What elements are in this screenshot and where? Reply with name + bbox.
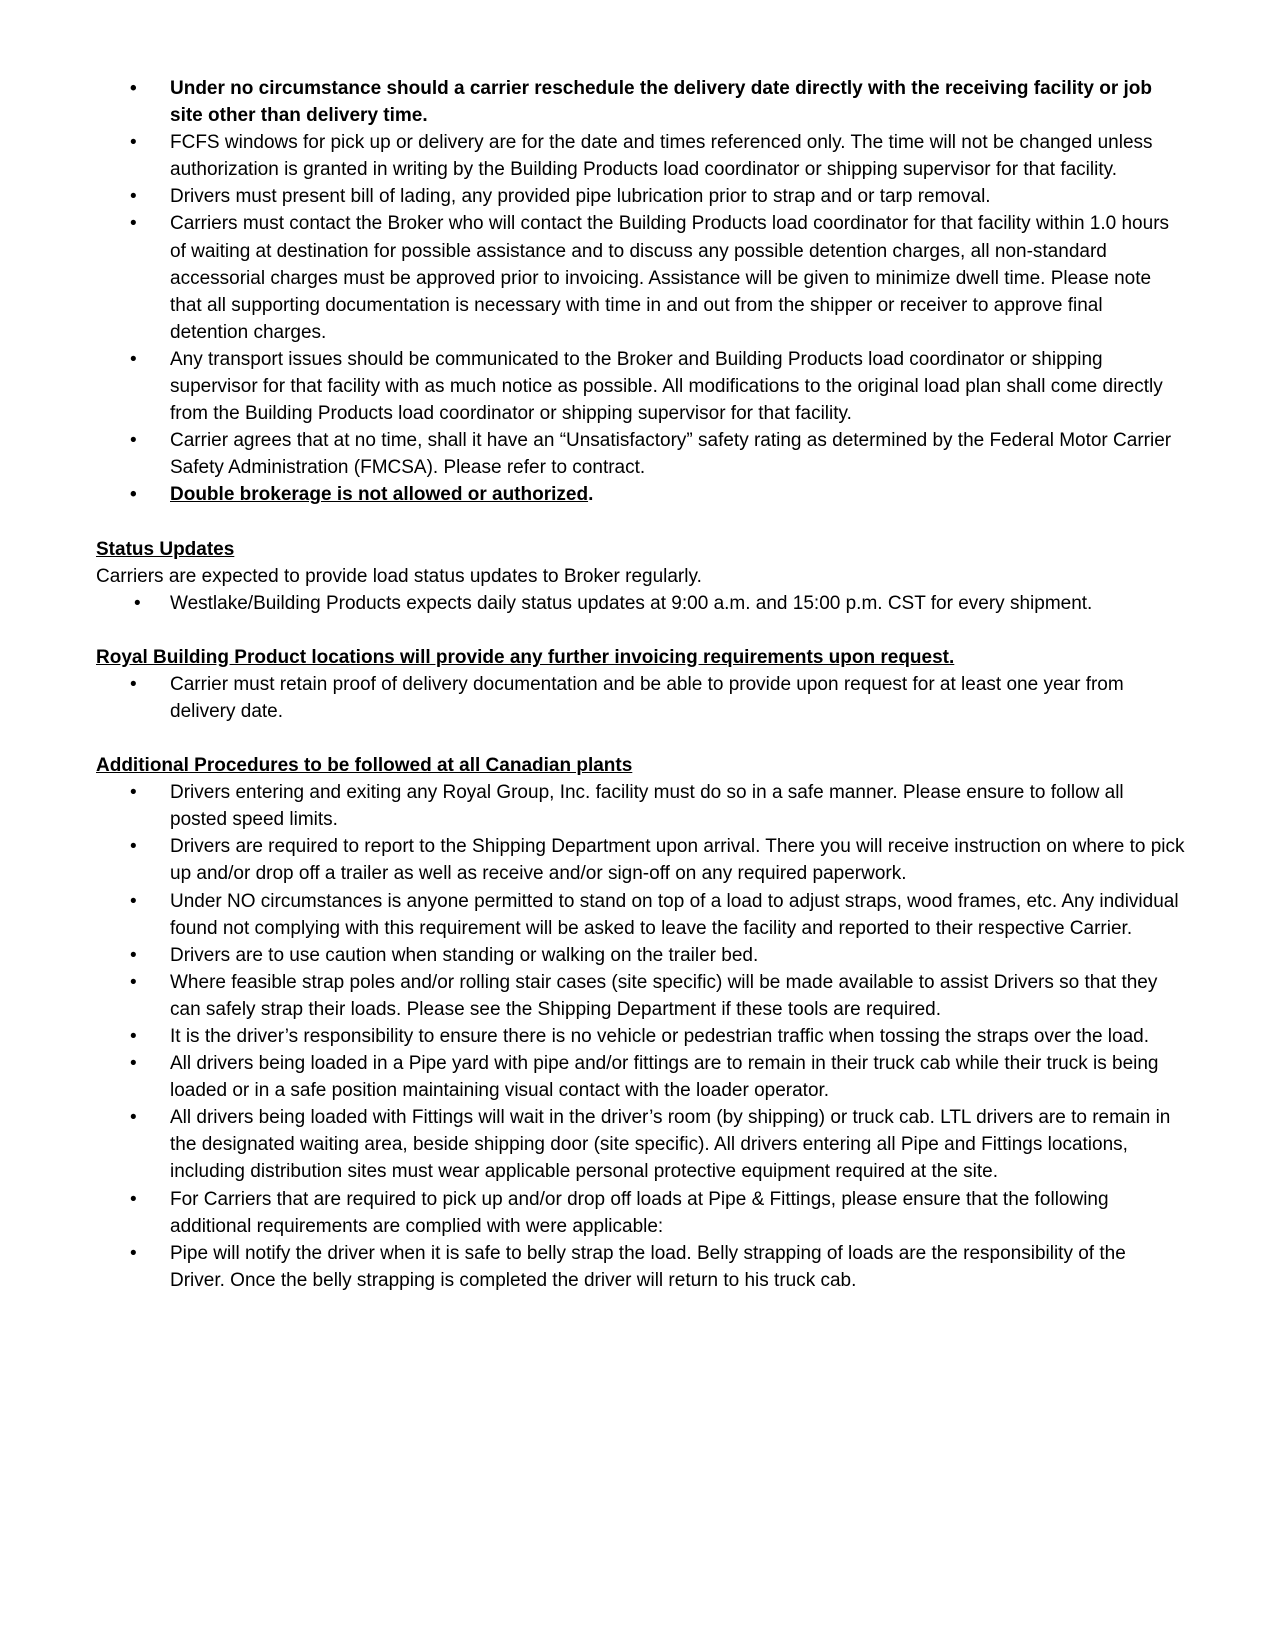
list-item <box>96 1023 1185 1050</box>
list-item <box>96 481 1185 508</box>
section-intro: Carriers are expected to provide load status updates to Broker regularly. <box>96 565 702 587</box>
list-item-text: Pipe will notify the driver when it is safe to belly strap the load. Belly strapping of loads are the responsibility of the Driver. Once the belly strapping is completed the driver will return to his truck cab. <box>170 1242 1126 1291</box>
list-item-text: Drivers must present bill of lading, any provided pipe lubrication prior to strap and or tarp removal. <box>170 186 991 208</box>
section-heading: Additional Procedures to be followed at all Canadian plants <box>96 755 633 777</box>
list-item <box>96 888 1185 942</box>
list-item <box>96 1050 1185 1104</box>
requirements-list <box>96 75 1185 509</box>
list-item <box>96 942 1185 969</box>
status-updates-list <box>96 590 1185 617</box>
list-item <box>96 779 1185 833</box>
section-heading: Royal Building Product locations will provide any further invoicing requirements upon request. <box>96 646 955 668</box>
section-heading: Status Updates <box>96 538 235 560</box>
list-item <box>96 1104 1185 1185</box>
list-item <box>96 1186 1185 1240</box>
list-item-text: FCFS windows for pick up or delivery are for the date and times referenced only. The time will not be changed unless authorization is granted in writing by the Building Products load coordinator or shipping supervisor for that facility. <box>170 132 1153 181</box>
list-item-period: . <box>588 484 594 506</box>
list-item-text: Carriers must contact the Broker who will contact the Building Products load coordinator for that facility within 1.0 hours of waiting at destination for possible assistance and to discuss any possible detention charges, all non-standard accessorial charges must be approved prior to invoicing. Assistance will be given to minimize dwell time. Please note that all supporting documentation is necessary with time in and out from the shipper or receiver to approve final detention charges. <box>170 213 1170 343</box>
list-item-text: All drivers being loaded with Fittings will wait in the driver’s room (by shipping) or truck cab. LTL drivers are to remain in the designated waiting area, beside shipping door (site specific). All drivers entering all Pipe and Fittings locations, including distribution sites must wear applicable personal protective equipment required at the site. <box>170 1107 1171 1183</box>
list-item <box>96 183 1185 210</box>
list-item-text: Drivers are to use caution when standing or walking on the trailer bed. <box>170 944 759 966</box>
list-item-text: Westlake/Building Products expects daily status updates at 9:00 a.m. and 15:00 p.m. CST for every shipment. <box>170 592 1093 614</box>
list-item-text: Carrier agrees that at no time, shall it have an “Unsatisfactory” safety rating as determined by the Federal Motor Carrier Safety Administration (FMCSA). Please refer to contract. <box>170 430 1172 479</box>
list-item-text: Under no circumstance should a carrier reschedule the delivery date directly with the receiving facility or job site other than delivery time. <box>170 78 1152 127</box>
list-item <box>96 346 1185 427</box>
status-updates-section <box>96 536 1185 617</box>
list-item-text: For Carriers that are required to pick up and/or drop off loads at Pipe & Fittings, please ensure that the following additional requirements are complied with were applicable: <box>170 1188 1109 1237</box>
list-item-text: It is the driver’s responsibility to ensure there is no vehicle or pedestrian traffic when tossing the straps over the load. <box>170 1026 1150 1047</box>
list-item-text: Any transport issues should be communicated to the Broker and Building Products load coordinator or shipping supervisor for that facility with as much notice as possible. All modifications to the original load plan shall come directly from the Building Products load coordinator or shipping supervisor for that facility. <box>170 348 1163 425</box>
list-item <box>96 833 1185 887</box>
list-item-text: Under NO circumstances is anyone permitted to stand on top of a load to adjust straps, wood frames, etc. Any individual found not complying with this requirement will be asked to leave the facility and reported to their respective Carrier. <box>170 890 1179 939</box>
list-item <box>96 671 1185 725</box>
list-item-text: Where feasible strap poles and/or rolling stair cases (site specific) will be made available to assist Drivers so that they can safely strap their loads. Please see the Shipping Department if these tools are required. <box>170 971 1158 1020</box>
canadian-procedures-list <box>96 779 1185 1294</box>
list-item-text: Carrier must retain proof of delivery documentation and be able to provide upon request for at least one year from delivery date. <box>170 673 1124 722</box>
list-item-text: Drivers entering and exiting any Royal Group, Inc. facility must do so in a safe manner. Please ensure to follow all posted speed limits. <box>170 782 1124 831</box>
list-item <box>96 75 1185 129</box>
list-item <box>96 969 1185 1023</box>
list-item <box>96 590 1185 617</box>
list-item <box>96 210 1185 345</box>
list-item <box>96 129 1185 183</box>
list-item-text: Drivers are required to report to the Shipping Department upon arrival. There you will receive instruction on where to pick up and/or drop off a trailer as well as receive and/or sign-off on any required paperwork. <box>170 836 1185 885</box>
list-item <box>96 427 1185 481</box>
invoicing-section <box>96 644 1185 725</box>
canadian-plants-section <box>96 752 1185 1294</box>
list-item-text: All drivers being loaded in a Pipe yard with pipe and/or fittings are to remain in their truck cab while their truck is being loaded or in a safe position maintaining visual contact with the loader operator. <box>170 1053 1159 1102</box>
list-item <box>96 1240 1185 1294</box>
list-item-text: Double brokerage is not allowed or authorized <box>170 484 589 506</box>
invoicing-list <box>96 671 1185 725</box>
